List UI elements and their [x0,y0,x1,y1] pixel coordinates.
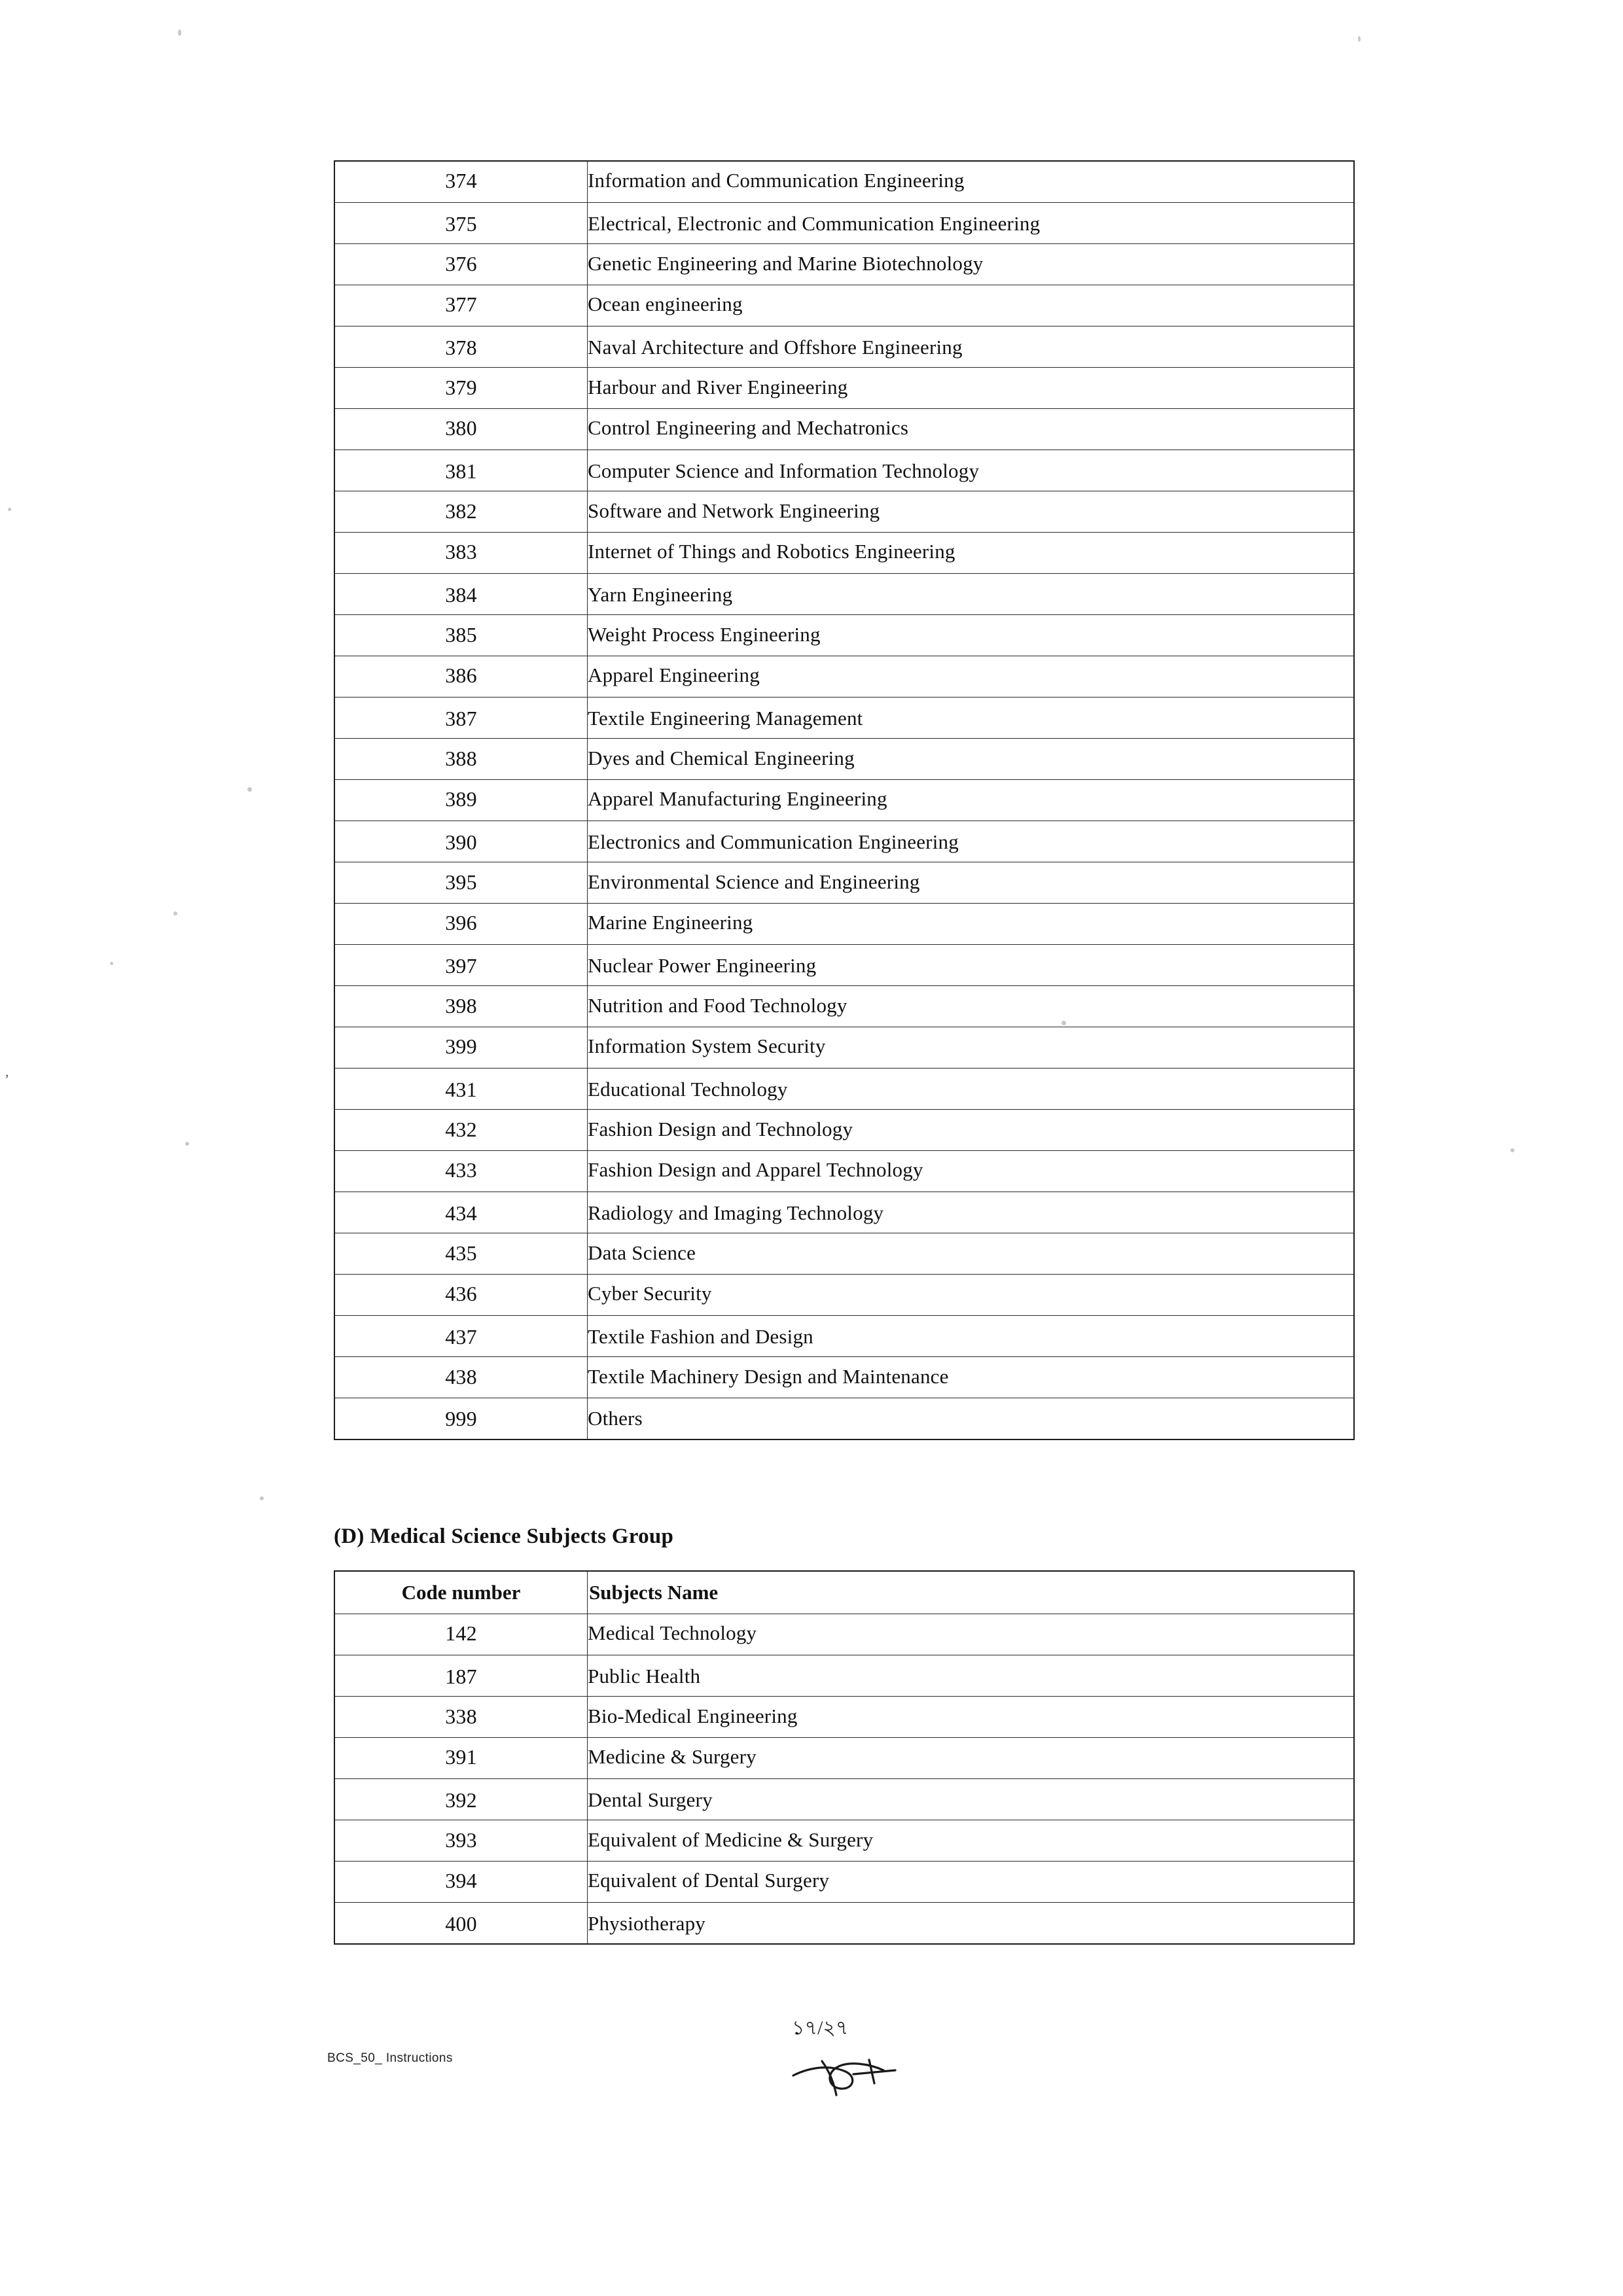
table-row [334,368,1354,409]
subject-value: Bio-Medical Engineering [588,1704,798,1727]
code-value: 142 [445,1621,477,1645]
code-value: 384 [445,583,477,607]
code-cell [334,615,588,656]
subject-cell [588,986,1355,1027]
subject-cell [588,1655,1355,1697]
table-row [334,1903,1354,1945]
subject-value: Dyes and Chemical Engineering [588,747,855,769]
subject-cell [588,244,1355,285]
code-cell [334,986,588,1027]
code-value: 378 [445,336,477,359]
code-value: 391 [445,1745,477,1769]
table-row [334,1697,1354,1738]
subject-cell [588,780,1355,821]
table-row [334,615,1354,656]
scan-speck [8,508,11,511]
table-row [334,1110,1354,1151]
subject-value: Yarn Engineering [588,583,733,606]
subject-value: Cyber Security [588,1282,712,1305]
code-value: 374 [445,169,477,192]
subject-value: Control Engineering and Mechatronics [588,416,909,439]
code-cell [334,698,588,739]
subject-cell [588,862,1355,904]
table-row [334,244,1354,285]
code-cell [334,161,588,203]
code-value: 385 [445,623,477,646]
table-row [334,1151,1354,1192]
code-value: 382 [445,499,477,523]
table-row [334,203,1354,244]
code-cell [334,1738,588,1779]
subject-value: Educational Technology [588,1078,788,1101]
subject-cell [588,945,1355,986]
code-value: 381 [445,459,477,483]
code-cell [334,862,588,904]
subject-value: Naval Architecture and Offshore Engineering [588,336,963,359]
subject-value: Data Science [588,1241,696,1264]
code-value: 400 [445,1912,477,1935]
table-row [334,1192,1354,1233]
medical-table-head [334,1571,1354,1614]
subject-value: Textile Machinery Design and Maintenance [588,1365,949,1388]
table-row [334,409,1354,450]
subject-cell [588,1069,1355,1110]
code-cell [334,1316,588,1357]
scan-speck [260,1496,264,1500]
code-cell [334,327,588,368]
code-value: 397 [445,954,477,978]
subject-cell [588,368,1355,409]
code-cell [334,1820,588,1862]
code-value: 437 [445,1325,477,1349]
code-cell [334,821,588,862]
scan-speck [1358,36,1361,42]
subject-cell [588,1192,1355,1233]
code-cell [334,656,588,698]
code-cell [334,285,588,327]
engineering-subjects-table [334,160,1355,1440]
code-cell [334,203,588,244]
subject-cell [588,615,1355,656]
subject-value: Apparel Manufacturing Engineering [588,787,887,810]
scan-speck [247,787,252,792]
table-row [334,862,1354,904]
code-cell [334,574,588,615]
subject-value: Others [588,1407,643,1430]
subject-cell [588,491,1355,533]
code-cell [334,1903,588,1945]
code-value: 375 [445,212,477,236]
subject-value: Fashion Design and Technology [588,1118,853,1140]
subject-cell [588,1820,1355,1862]
section-d-title: (D) Medical Science Subjects Group [334,1525,674,1548]
code-value: 187 [445,1665,477,1688]
table-header-row [334,1571,1354,1614]
subject-value: Public Health [588,1665,701,1687]
table-row [334,698,1354,739]
code-cell [334,1151,588,1192]
code-value: 390 [445,830,477,854]
code-cell [334,491,588,533]
code-value: 396 [445,911,477,934]
subject-cell [588,1275,1355,1316]
code-cell [334,1862,588,1903]
code-value: 434 [445,1201,477,1225]
code-cell [334,409,588,450]
subject-cell [588,1697,1355,1738]
subject-value: Environmental Science and Engineering [588,870,920,893]
code-value: 376 [445,252,477,275]
subject-cell [588,1738,1355,1779]
code-value: 338 [445,1704,477,1728]
code-cell [334,739,588,780]
code-value: 432 [445,1118,477,1141]
stray-mark: , [5,1063,9,1080]
header-code-number: Code number [334,1571,588,1614]
code-value: 377 [445,292,477,316]
subject-value: Ocean engineering [588,292,743,315]
subject-cell [588,904,1355,945]
code-cell [334,1357,588,1398]
table-row [334,327,1354,368]
code-value: 438 [445,1365,477,1388]
subject-value: Textile Fashion and Design [588,1325,813,1348]
subject-cell [588,203,1355,244]
table-row [334,285,1354,327]
header-subjects-name: Subjects Name [588,1571,1355,1614]
subject-value: Marine Engineering [588,911,753,934]
code-value: 394 [445,1869,477,1892]
table-row [334,1275,1354,1316]
subject-cell [588,698,1355,739]
table-row [334,1398,1354,1440]
scan-speck [110,962,113,965]
subject-value: Internet of Things and Robotics Engineering [588,540,955,563]
subject-value: Equivalent of Medicine & Surgery [588,1828,874,1851]
subject-value: Medicine & Surgery [588,1745,757,1768]
code-cell [334,780,588,821]
footer-document-code: BCS_50_ Instructions [327,2051,453,2065]
code-value: 395 [445,870,477,894]
code-cell [334,244,588,285]
subject-value: Electrical, Electronic and Communication Engineering [588,212,1041,235]
scan-speck [185,1142,189,1146]
table-row [334,533,1354,574]
code-value: 380 [445,416,477,440]
subject-value: Nutrition and Food Technology [588,994,847,1017]
table-row [334,656,1354,698]
scan-speck [178,29,181,36]
subject-cell [588,1903,1355,1945]
subject-cell [588,1027,1355,1069]
subject-value: Harbour and River Engineering [588,376,848,398]
code-value: 379 [445,376,477,399]
subject-cell [588,574,1355,615]
table-row [334,986,1354,1027]
table-row [334,821,1354,862]
subject-cell [588,1233,1355,1275]
code-value: 389 [445,787,477,811]
code-cell [334,1779,588,1820]
subject-value: Fashion Design and Apparel Technology [588,1158,923,1181]
table-row [334,1069,1354,1110]
table-row [334,904,1354,945]
table-row [334,450,1354,491]
code-value: 387 [445,707,477,730]
subject-cell [588,1614,1355,1655]
code-cell [334,1192,588,1233]
subject-value: Genetic Engineering and Marine Biotechnology [588,252,984,275]
engineering-subjects-table-wrapper [334,160,1355,1440]
page-number: ১৭/২৭ [792,2017,849,2039]
subject-value: Equivalent of Dental Surgery [588,1869,830,1892]
code-value: 431 [445,1078,477,1101]
table-row [334,1233,1354,1275]
code-value: 436 [445,1282,477,1305]
subject-value: Information and Communication Engineering [588,169,965,192]
code-cell [334,1027,588,1069]
subject-cell [588,409,1355,450]
subject-cell [588,1862,1355,1903]
code-cell [334,1233,588,1275]
medical-table-body [334,1614,1354,1945]
table-row [334,161,1354,203]
table-row [334,945,1354,986]
subject-cell [588,1110,1355,1151]
subject-cell [588,656,1355,698]
medical-subjects-table [334,1570,1355,1945]
table-row [334,1820,1354,1862]
code-cell [334,1614,588,1655]
subject-cell [588,739,1355,780]
handwritten-signature [785,2048,903,2107]
subject-cell [588,1398,1355,1440]
subject-cell [588,161,1355,203]
subject-value: Dental Surgery [588,1788,713,1811]
code-cell [334,1697,588,1738]
code-cell [334,904,588,945]
code-value: 399 [445,1034,477,1058]
table-row [334,491,1354,533]
scan-speck [1510,1148,1514,1152]
table-row [334,1357,1354,1398]
table-row [334,1614,1354,1655]
subject-cell [588,821,1355,862]
table-row [334,1655,1354,1697]
code-cell [334,1275,588,1316]
table-row [334,739,1354,780]
subject-cell [588,1357,1355,1398]
code-value: 388 [445,747,477,770]
table-row [334,1779,1354,1820]
code-value: 433 [445,1158,477,1182]
subject-value: Weight Process Engineering [588,623,821,646]
code-value: 383 [445,540,477,563]
code-cell [334,1110,588,1151]
code-value: 398 [445,994,477,1017]
code-cell [334,1069,588,1110]
subject-cell [588,1779,1355,1820]
subject-value: Nuclear Power Engineering [588,954,817,977]
medical-subjects-table-wrapper [334,1570,1355,1945]
table-row [334,1738,1354,1779]
subject-value: Electronics and Communication Engineering [588,830,959,853]
subject-cell [588,1151,1355,1192]
subject-value: Physiotherapy [588,1912,705,1935]
code-cell [334,1398,588,1440]
scan-speck [173,911,177,915]
table-row [334,1316,1354,1357]
subject-value: Textile Engineering Management [588,707,863,730]
code-cell [334,1655,588,1697]
code-value: 386 [445,663,477,687]
code-cell [334,533,588,574]
code-value: 999 [445,1407,477,1430]
subject-value: Computer Science and Information Technology [588,459,980,482]
subject-cell [588,533,1355,574]
code-cell [334,945,588,986]
subject-value: Apparel Engineering [588,663,760,686]
subject-cell [588,1316,1355,1357]
code-value: 393 [445,1828,477,1852]
engineering-table-body [334,161,1354,1439]
table-row [334,1027,1354,1069]
code-cell [334,368,588,409]
subject-value: Radiology and Imaging Technology [588,1201,884,1224]
subject-value: Information System Security [588,1034,826,1057]
table-row [334,574,1354,615]
code-value: 392 [445,1788,477,1812]
subject-cell [588,327,1355,368]
table-row [334,1862,1354,1903]
code-cell [334,450,588,491]
subject-cell [588,285,1355,327]
code-value: 435 [445,1241,477,1265]
subject-value: Medical Technology [588,1621,757,1644]
subject-value: Software and Network Engineering [588,499,880,522]
subject-cell [588,450,1355,491]
table-row [334,780,1354,821]
